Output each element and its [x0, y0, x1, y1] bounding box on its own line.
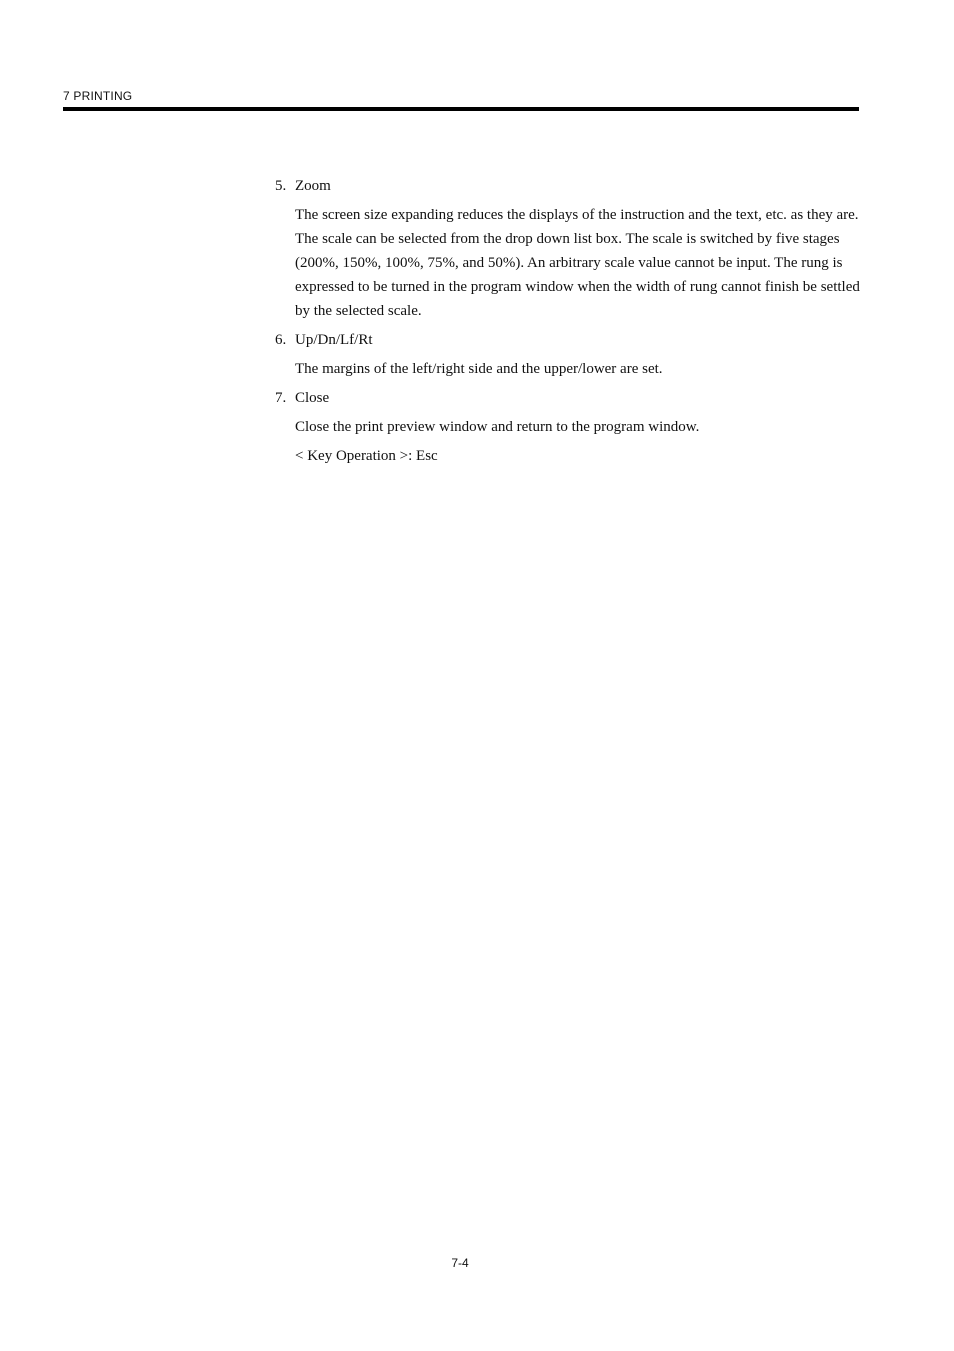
running-header: 7 PRINTING: [63, 89, 133, 103]
item-number: 5.: [275, 178, 287, 194]
header-rule: [63, 107, 859, 111]
page-number: 7-4: [451, 1256, 469, 1270]
item-title: Close: [295, 390, 330, 406]
item-heading: [275, 174, 860, 198]
item-title: Zoom: [295, 178, 331, 194]
item-description: The margins of the left/right side and the upper/lower are set.: [295, 361, 663, 377]
item-number: 6.: [275, 332, 287, 348]
item-description: Close the print preview window and return to the program window.: [295, 419, 700, 435]
item-description: The screen size expanding reduces the displays of the instruction and the text, etc. as they are. The scale can be selected from the drop down list box. The scale is switched by five stages (200%, 150%, 100%, 75%, and 50%). An arbitrary scale value cannot be input. The rung is expressed to be turned in the program window when the width of rung cannot finish be settled by the selected scale.: [295, 207, 860, 319]
list-item-margins: [275, 328, 860, 381]
list-item-zoom: [275, 174, 860, 323]
item-heading: [275, 328, 860, 352]
content: [275, 174, 860, 473]
item-title: Up/Dn/Lf/Rt: [295, 332, 373, 348]
list-item-close: [275, 386, 860, 468]
key-operation: < Key Operation >: Esc: [295, 448, 438, 464]
item-heading: [275, 386, 860, 410]
item-number: 7.: [275, 390, 287, 406]
